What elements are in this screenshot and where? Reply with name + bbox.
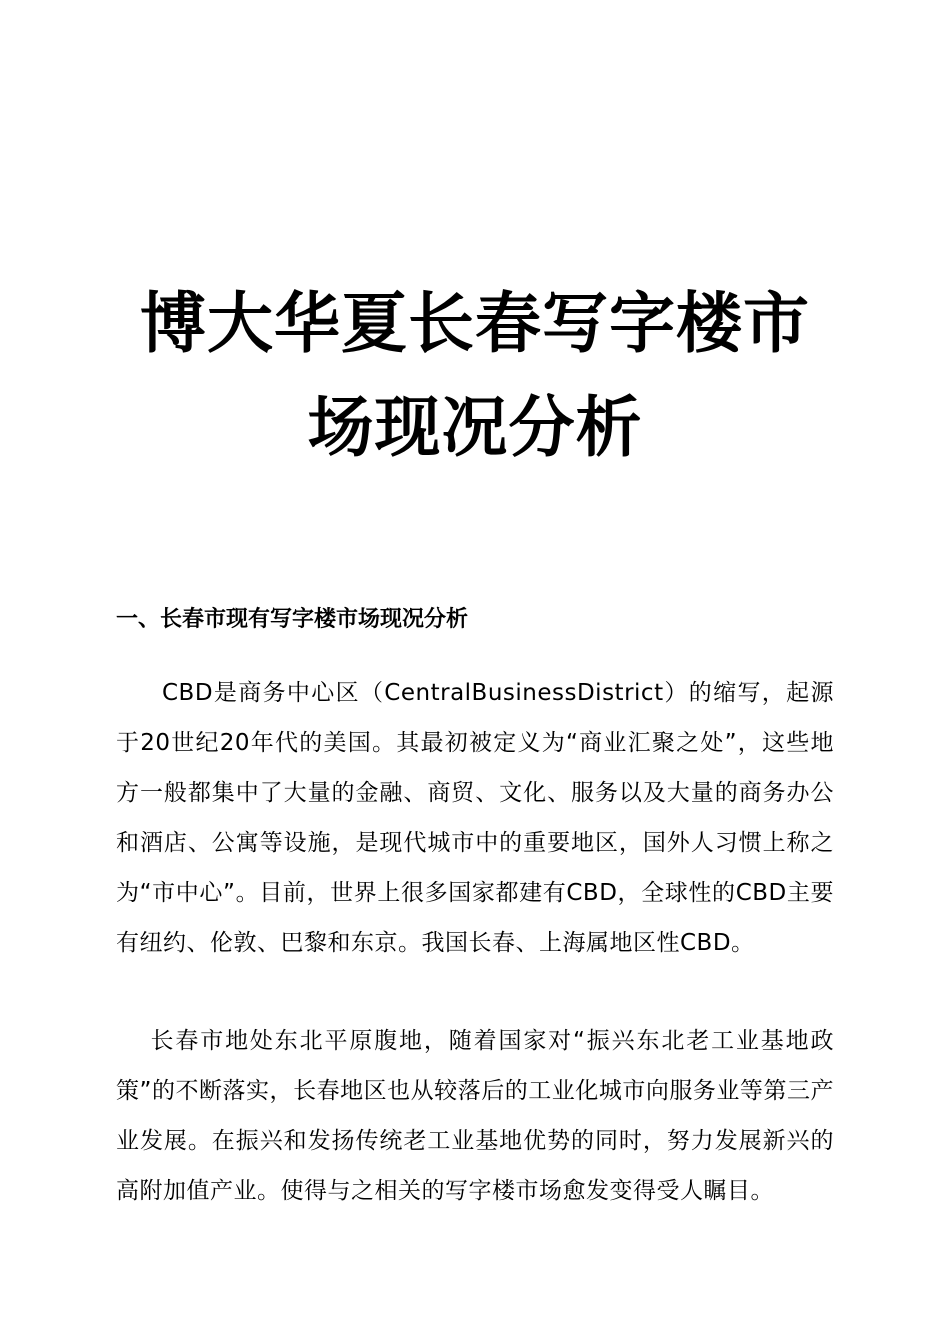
title-line-2: 场现况分析: [307, 389, 643, 466]
title-line-1: 博大华夏长春写字楼市: [140, 285, 810, 362]
section-heading: 一、长春市现有写字楼市场现况分析: [116, 607, 469, 632]
paragraph-cbd-definition: CBD是商务中心区（CentralBusinessDistrict）的缩写，起源于20世纪20年代的美国。其最初被定义为“商业汇聚之处”，这些地方一般都集中了大量的金融、商贸、文化、服务以及大量的商务办公和酒店、公寓等设施，是现代城市中的重要地区，国外人习惯上称之为“市中心”。目前，世界上很多国家都建有CBD，全球性的CBD主要有纽约、伦敦、巴黎和东京。我国长春、上海属地区性CBD。: [116, 680, 834, 956]
document-title: [100, 272, 850, 480]
paragraph-changchun-market: 长春市地处东北平原腹地，随着国家对“振兴东北老工业基地政策”的不断落实，长春地区也从较落后的工业化城市向服务业等第三产业发展。在振兴和发扬传统老工业基地优势的同时，努力发展新兴的高附加值产业。使得与之相关的写字楼市场愈发变得受人瞩目。: [116, 1028, 834, 1204]
